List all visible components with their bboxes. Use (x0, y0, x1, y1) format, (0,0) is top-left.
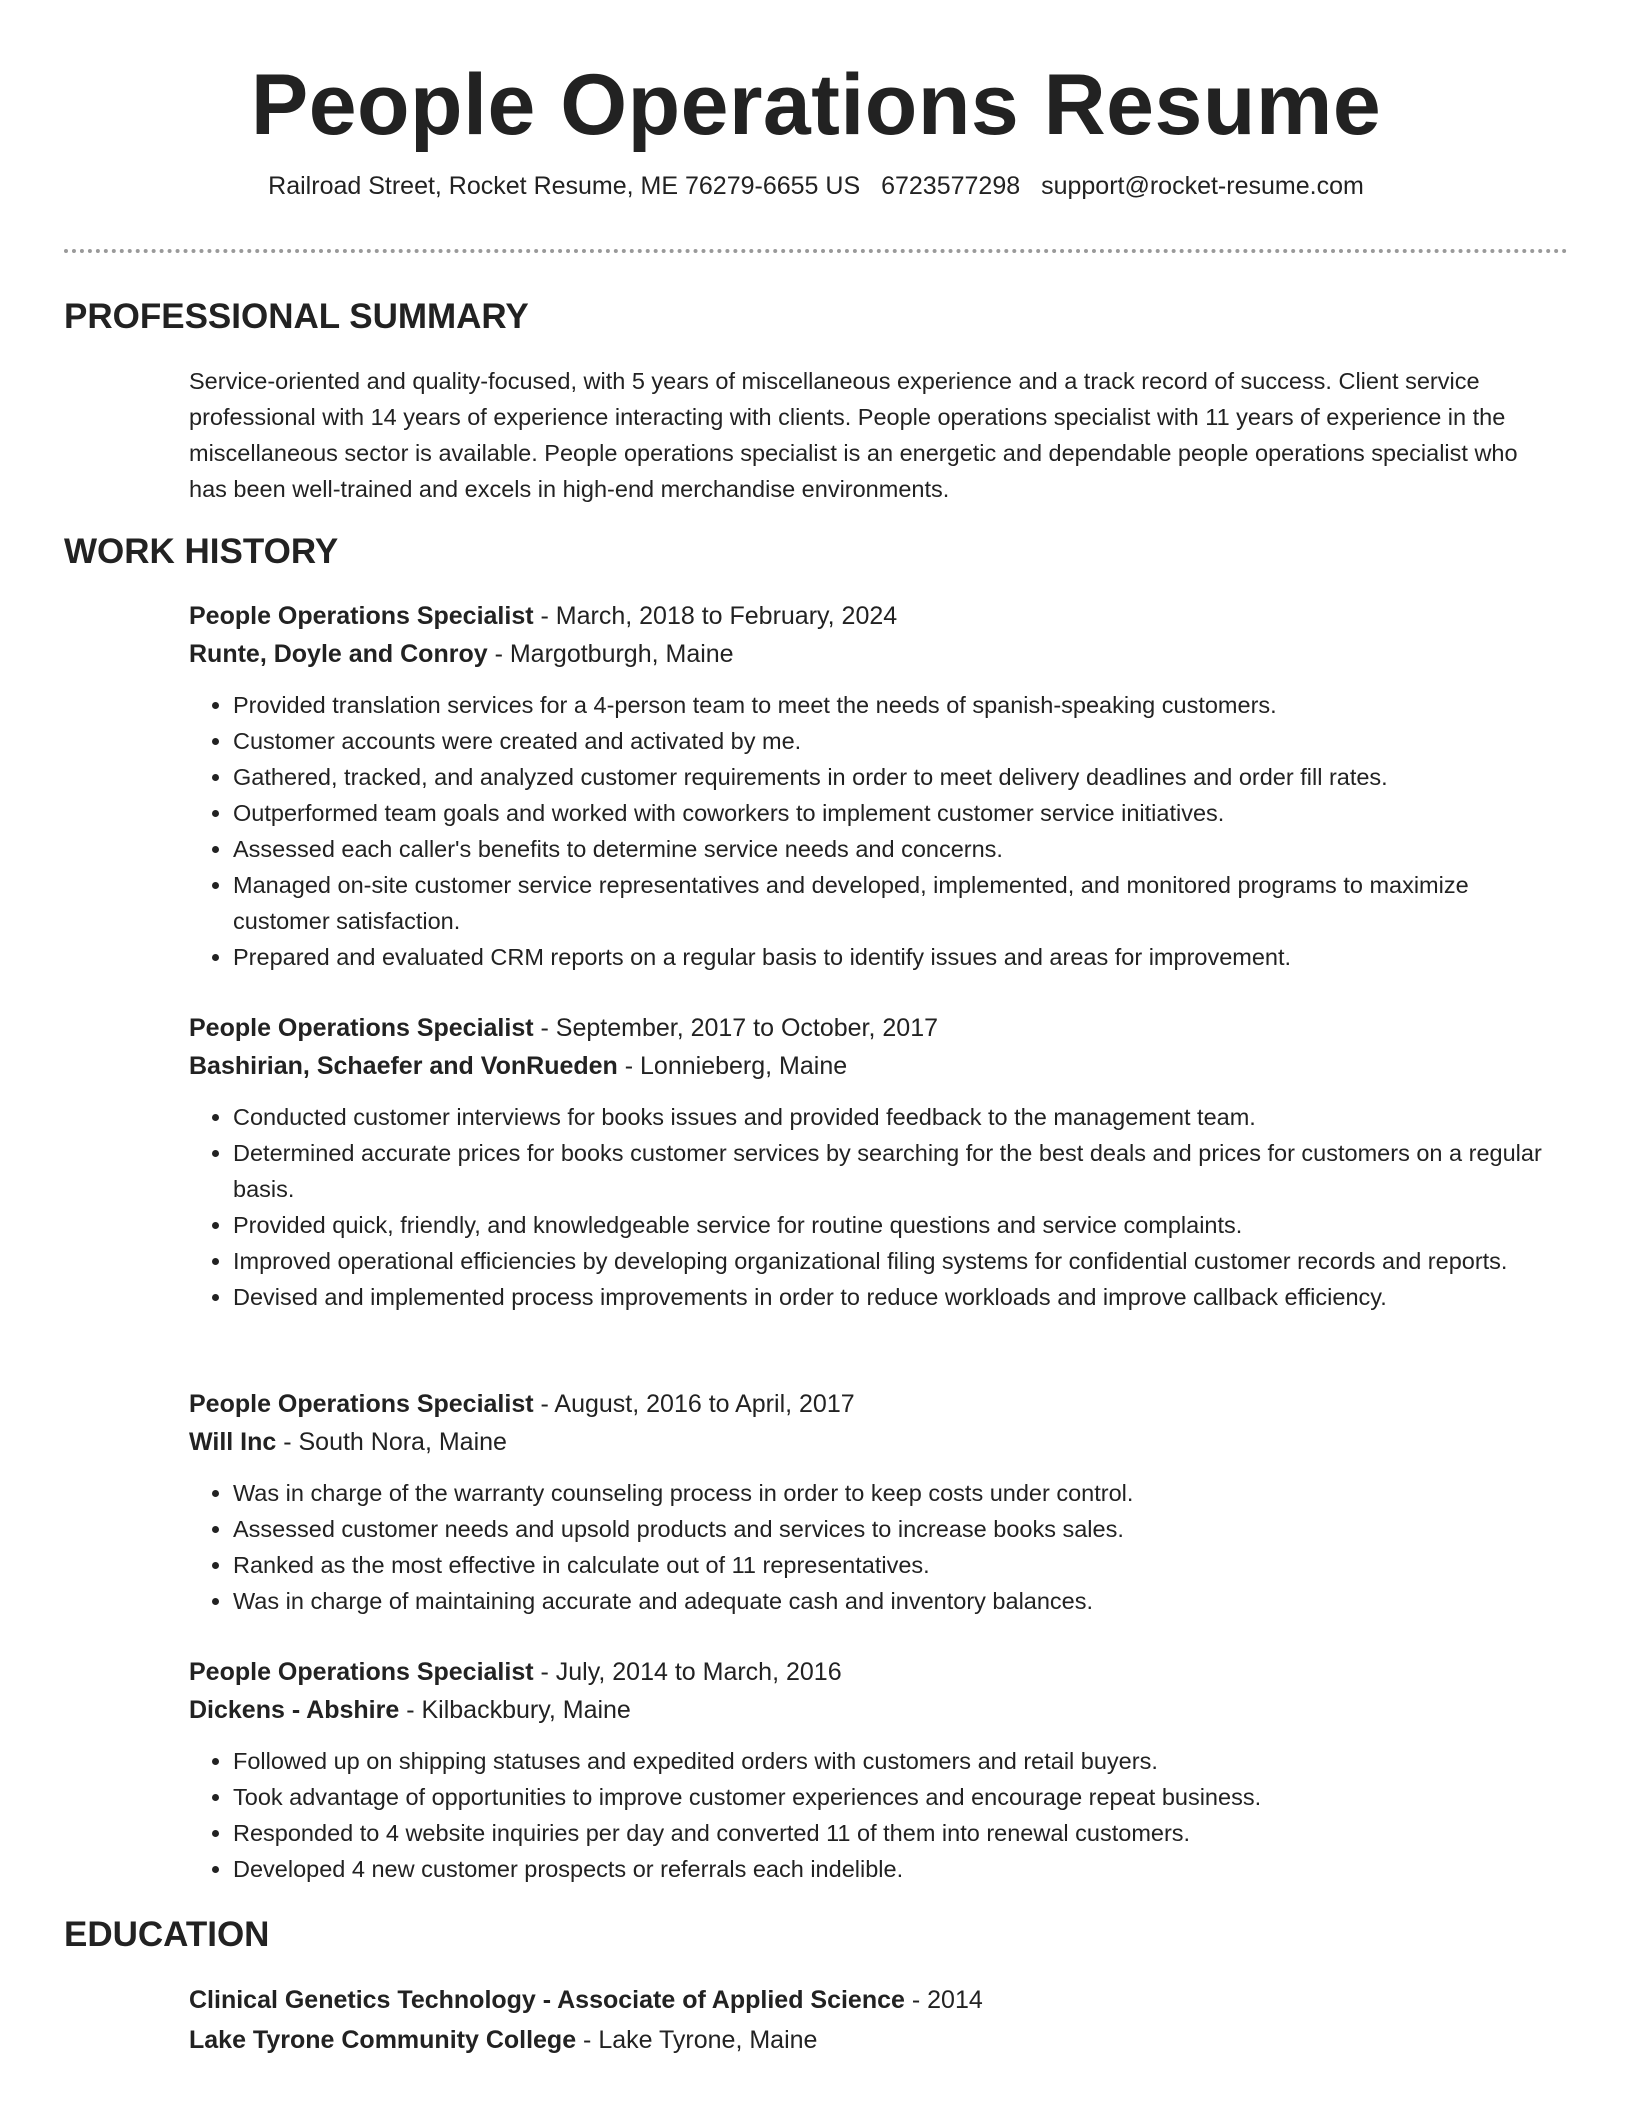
separator: - (399, 1696, 422, 1724)
separator: - (276, 1428, 299, 1456)
company-name: Will Inc (189, 1428, 277, 1456)
job-title-line (189, 1385, 1552, 1423)
job-bullet: • Assessed each caller's benefits to determine service needs and concerns. (233, 831, 1552, 867)
job-bullet: • Improved operational efficiencies by developing organizational filing systems for confidential customer records and reports. (233, 1243, 1552, 1279)
job-bullet: • Took advantage of opportunities to improve customer experiences and encourage repeat business. (233, 1779, 1552, 1815)
job-bullet: • Customer accounts were created and activated by me. (233, 723, 1552, 759)
job-bullet: • Was in charge of the warranty counseling process in order to keep costs under control. (233, 1475, 1552, 1511)
job-dates: July, 2014 to March, 2016 (555, 1658, 842, 1686)
job-bullets (189, 1743, 1552, 1887)
job-title-line (189, 1653, 1552, 1691)
job-bullet: • Was in charge of maintaining accurate and adequate cash and inventory balances. (233, 1583, 1552, 1619)
job-bullet: • Developed 4 new customer prospects or referrals each indelible. (233, 1851, 1552, 1887)
job-dates: August, 2016 to April, 2017 (554, 1390, 855, 1418)
header-divider (64, 249, 1568, 253)
school-line (189, 2020, 1552, 2060)
job-bullets (189, 687, 1552, 975)
job-dates: September, 2017 to October, 2017 (555, 1014, 938, 1042)
job-entry (189, 1653, 1552, 1887)
job-entry (189, 1009, 1552, 1315)
job-bullet: • Managed on-site customer service representatives and developed, implemented, and monitored programs to maximize customer satisfaction. (233, 867, 1552, 939)
job-bullet: • Determined accurate prices for books customer services by searching for the best deals and prices for customers on a regular basis. (233, 1135, 1552, 1207)
job-title: People Operations Specialist (189, 1390, 534, 1418)
company-location: Lonnieberg, Maine (640, 1052, 848, 1080)
company-location: Margotburgh, Maine (509, 640, 734, 668)
separator: - (533, 1658, 556, 1686)
graduation-year: 2014 (927, 1986, 983, 2014)
separator: - (487, 640, 510, 668)
job-entry (189, 1385, 1552, 1619)
company-location: Kilbackbury, Maine (421, 1696, 631, 1724)
contact-email: support@rocket-resume.com (1041, 172, 1364, 200)
company-name: Bashirian, Schaefer and VonRueden (189, 1052, 618, 1080)
job-title: People Operations Specialist (189, 1658, 534, 1686)
degree: Clinical Genetics Technology - Associate of Applied Science (189, 1986, 905, 2014)
job-bullet: • Prepared and evaluated CRM reports on a regular basis to identify issues and areas for improvement. (233, 939, 1552, 975)
job-title-line (189, 1009, 1552, 1047)
separator: - (904, 1986, 928, 2014)
work-history-heading: WORK HISTORY (64, 532, 339, 571)
education-entry (189, 1980, 1552, 2060)
job-title: People Operations Specialist (189, 1014, 534, 1042)
contact-phone: 6723577298 (881, 172, 1021, 200)
job-bullets (189, 1475, 1552, 1619)
job-dates: March, 2018 to February, 2024 (555, 602, 898, 630)
job-bullets (189, 1099, 1552, 1315)
company-name: Dickens - Abshire (189, 1696, 400, 1724)
job-bullet: • Conducted customer interviews for books issues and provided feedback to the management team. (233, 1099, 1552, 1135)
company-line (189, 1423, 1552, 1461)
degree-line (189, 1980, 1552, 2020)
job-bullet: • Responded to 4 website inquiries per day and converted 11 of them into renewal customers. (233, 1815, 1552, 1851)
contact-address: Railroad Street, Rocket Resume, ME 76279-6655 US (268, 172, 861, 200)
summary-heading: PROFESSIONAL SUMMARY (64, 297, 529, 336)
job-bullet: • Provided translation services for a 4-person team to meet the needs of spanish-speaking customers. (233, 687, 1552, 723)
separator: - (617, 1052, 641, 1080)
separator: - (533, 602, 556, 630)
company-location: South Nora, Maine (298, 1428, 507, 1456)
job-title-line (189, 597, 1552, 635)
company-line (189, 1691, 1552, 1729)
school-name: Lake Tyrone Community College (189, 2026, 577, 2054)
company-line (189, 1047, 1552, 1085)
job-bullet: • Ranked as the most effective in calculate out of 11 representatives. (233, 1547, 1552, 1583)
separator: - (533, 1014, 556, 1042)
job-bullet: • Assessed customer needs and upsold products and services to increase books sales. (233, 1511, 1552, 1547)
job-bullet: • Devised and implemented process improvements in order to reduce workloads and improve callback efficiency. (233, 1279, 1552, 1315)
job-bullet: • Provided quick, friendly, and knowledgeable service for routine questions and service complaints. (233, 1207, 1552, 1243)
job-title: People Operations Specialist (189, 602, 534, 630)
separator: - (533, 1390, 555, 1418)
separator: - (576, 2026, 599, 2054)
job-bullet: • Followed up on shipping statuses and expedited orders with customers and retail buyers. (233, 1743, 1552, 1779)
education-heading: EDUCATION (64, 1915, 270, 1954)
resume-name: People Operations Resume (250, 57, 1382, 153)
summary-text: Service-oriented and quality-focused, with 5 years of miscellaneous experience and a track record of success. Client service professional with 14 years of experience interacting with clients. People operations specialist with 11 years of experience in the miscellaneous sector is available. People operations specialist is an energetic and dependable people operations specialist who has been well-trained and excels in high-end merchandise environments. (189, 368, 1518, 502)
school-location: Lake Tyrone, Maine (598, 2026, 818, 2054)
contact-line (0, 170, 1632, 202)
job-bullet: • Gathered, tracked, and analyzed customer requirements in order to meet delivery deadlines and order fill rates. (233, 759, 1552, 795)
company-line (189, 635, 1552, 673)
job-entry (189, 597, 1552, 975)
job-bullet: • Outperformed team goals and worked with coworkers to implement customer service initiatives. (233, 795, 1552, 831)
company-name: Runte, Doyle and Conroy (189, 640, 488, 668)
